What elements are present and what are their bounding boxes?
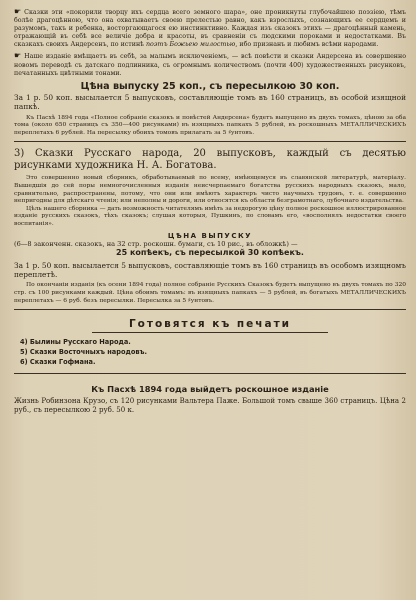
easter-edition-headline: Къ Пасхѣ 1894 года выйдетъ роскошное изданiе	[91, 384, 329, 395]
forthcoming-list	[20, 337, 406, 367]
list-item: 4) Былины Русскаго Народа.	[20, 338, 131, 347]
subscription-1: За 1 р. 50 коп. высылается 5 выпусковъ, составляющiе томъ въ 160 страницъ, въ особой изящной папкѣ.	[14, 92, 406, 112]
section3-description-2: Цѣль нашего сборника — дать возможность читателямъ имѣть за недорогую цѣну полное роскошное иллюстрированное изданiе русскихъ сказокъ, тѣхъ сказокъ; слушая которыя, Пушкинъ, по словамъ его, «восполнялъ недостатки своего воспитанiя».	[14, 205, 406, 227]
list-item: 6) Сказки Гофмана.	[20, 358, 96, 367]
subscription-3: За 1 р. 50 коп. высылается 5 выпусковъ, составляющiе томъ въ 160 страницъ въ особомъ изящномъ переплетѣ.	[14, 260, 406, 279]
divider-1	[14, 141, 406, 142]
forthcoming-underline	[92, 332, 327, 333]
list-item: 5) Сказки Восточныхъ народовъ.	[20, 348, 147, 357]
pointing-hand-icon: ☛	[14, 7, 22, 16]
price-headline-1: Цѣна выпуску 25 коп., съ пересылкою 30 коп.	[80, 80, 340, 92]
intro-text-2: Наше изданiе вмѣщаетъ въ себѣ, за малымъ исключенiемъ, — всѣ повѣсти и сказки Андерсена въ совершенно новомъ переводѣ съ датскаго подлинника, съ огромнымъ количествомъ (почти 400) художественныхъ рисунковъ, печатанныхъ цвѣтными тонами.	[14, 53, 406, 77]
section3-headline: 3) Сказки Русскаго народа, 20 выпусковъ, каждый съ десятью рисунками художника Н. А. Богатова.	[14, 148, 406, 172]
intro-paragraph-2	[14, 52, 406, 77]
easter-note-1: Къ Пасхѣ 1894 года «Полное собранiе сказокъ и повѣстей Андерсена» будетъ выпущено въ двухъ томахъ, цѣною за оба тома (около 650 страницъ съ 350—400 рисунками) въ изящныхъ папкахъ 5 рублей, въ роскошныхъ МЕТАЛЛИЧЕСКИХЪ переплетахъ 6 рублей. На пересылку обоихъ томовъ прилагать за 5 ♯унтовъ.	[14, 114, 406, 136]
section3-price-value: 25 копѣекъ, съ пересылкой 30 копѣекъ.	[116, 247, 304, 257]
divider-2	[14, 309, 406, 310]
section3-description-1: Это совершенно новый сборникъ, обработываемый по всему, имѣющемуся въ славянской литературѣ, матерiалу. Вышедшiя до сей поры немногочисленныя изданiя неисчерпаемаго богатства русскихъ народныхъ сказокъ, мало, сравнительно, распространены, потому, что они или имѣютъ характеръ чисто научныхъ трудовъ, т. е. совершенно непригодны для дѣтскаго чтенiя; или неполны и дороги, или относятся къ области безграмотнаго, лубочнаго издательства.	[14, 175, 406, 205]
intro-text-1-end: ибо признанъ и любимъ всѣми народами.	[239, 41, 379, 49]
completion-note-3: По окончанiи изданiя (къ осени 1894 года) полное собранiе Русскихъ Сказокъ будетъ выпущено въ двухъ томахъ по 320 стр. съ 100 рисунками каждый. Цѣна обоимъ томамъ: въ изящныхъ папкахъ — 5 рублей, въ богатыхъ МЕТАЛЛИЧЕСКИХЪ переплетахъ — 6 руб. безъ пересылки. Пересылка за 5 ♯унтовъ.	[14, 282, 406, 304]
intro-paragraph-1	[14, 8, 406, 49]
intro-italic-phrase: поэтъ Божьею милостью,	[145, 41, 238, 49]
divider-3	[14, 373, 406, 374]
section3-price-detail: (6—8 законченн. сказокъ, на 32 стр. роскошн. бумаги, съ 10 рис., въ обложкѣ) —	[14, 239, 298, 248]
intro-text-1: Сказки эти «покорили творцу ихъ сердца всего земного шара», оне проникнуты глубочайшею поэзiею, тѣмъ болѣе драгоцѣнною, что она охватываетъ своею прелестью равно, какъ взрослыхъ, сознающихъ ее сердцемъ и разумомъ, такъ и ребенка, восторгающагося ею инстинктивно. Каждая изъ сказокъ этихъ — драгоцѣнный камень, отражающiй въ себѣ все величiе добра и красоты, въ сравненiи съ людскими пороками и недостатками. Въ сказкахъ своихъ Андерсенъ, по истинѣ	[14, 9, 406, 49]
forthcoming-title: Готовятся къ печати	[128, 318, 292, 331]
section3-price-title: ЦѢНА ВЫПУСКУ	[167, 231, 253, 240]
easter-edition-text: Жизнь Робинзона Крузо, съ 120 рисунками Вальтера Паже. Большой томъ свыше 360 страницъ. Цѣна 2 руб., съ пересылкою 2 руб. 50 к.	[14, 397, 406, 415]
pointing-hand-icon-2: ☛	[14, 51, 22, 61]
